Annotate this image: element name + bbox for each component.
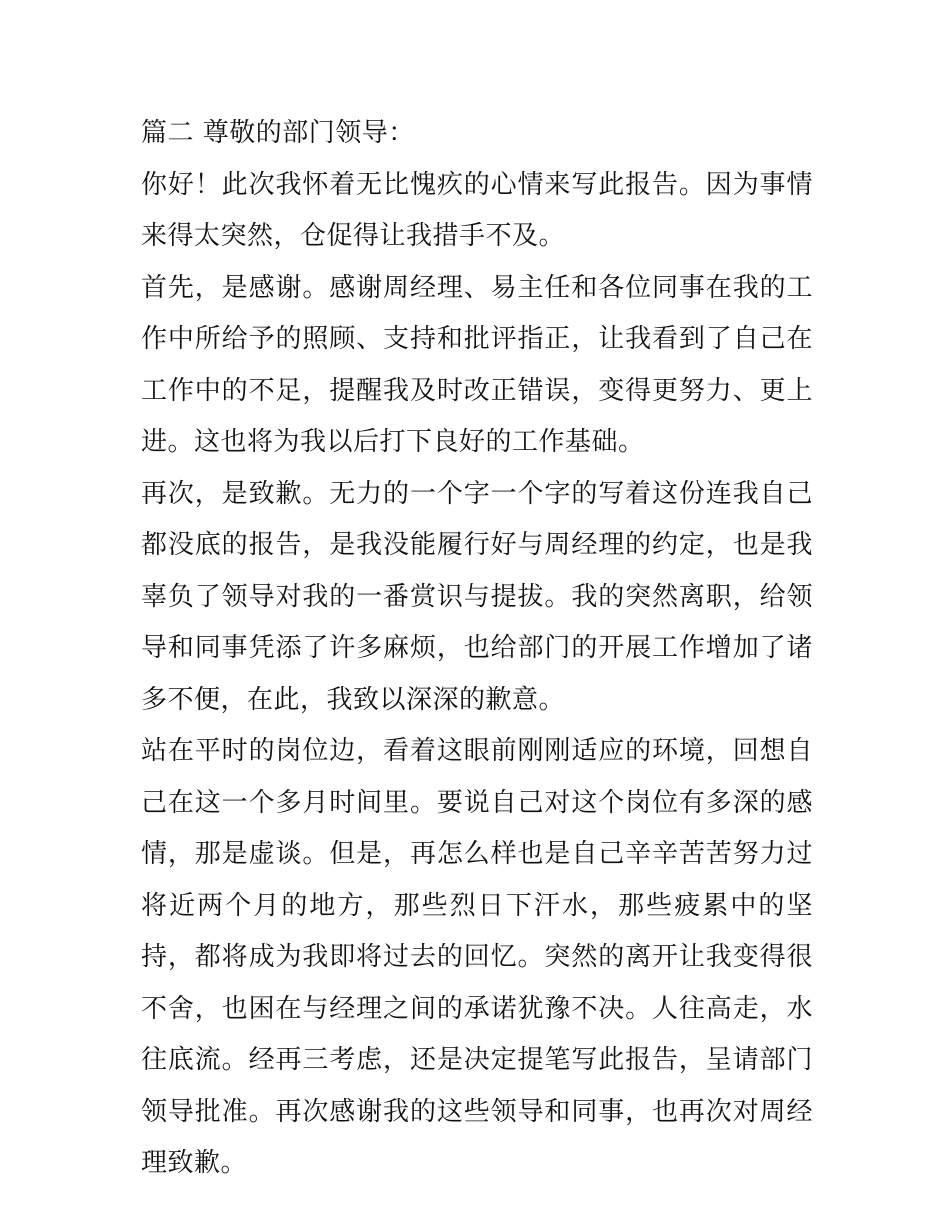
paragraph-thanks: 首先，是感谢。感谢周经理、易主任和各位同事在我的工作中所给予的照顾、支持和批评指正，让我看到了自己在工作中的不足，提醒我及时改正错误，变得更努力、更上进。这也将为我以后打下良好的工作基础。 [141,272,813,457]
paragraph-apology: 再次，是致歉。无力的一个字一个字的写着这份连我自己都没底的报告，是我没能履行好与周经理的约定，也是我辜负了领导对我的一番赏识与提拔。我的突然离职，给领导和同事凭添了许多麻烦，也给部门的开展工作增加了诸多不便，在此，我致以深深的歉意。 [141,478,813,715]
document-body [141,108,813,1190]
paragraph-reflection: 站在平时的岗位边，看着这眼前刚刚适应的环境，回想自己在这一个多月时间里。要说自己对这个岗位有多深的感情，那是虚谈。但是，再怎么样也是自己辛辛苦苦努力过将近两个月的地方，那些烈日下汗水，那些疲累中的坚持，都将成为我即将过去的回忆。突然的离开让我变得很不舍，也困在与经理之间的承诺犹豫不决。人往高走，水往底流。经再三考虑，还是决定提笔写此报告，呈请部门领导批准。再次感谢我的这些领导和同事，也再次对周经理致歉。 [141,736,813,1178]
paragraph-greeting: 你好！此次我怀着无比愧疚的心情来写此报告。因为事情来得太突然，仓促得让我措手不及。 [141,169,813,251]
letter-heading: 篇二 尊敬的部门领导： [141,118,415,148]
